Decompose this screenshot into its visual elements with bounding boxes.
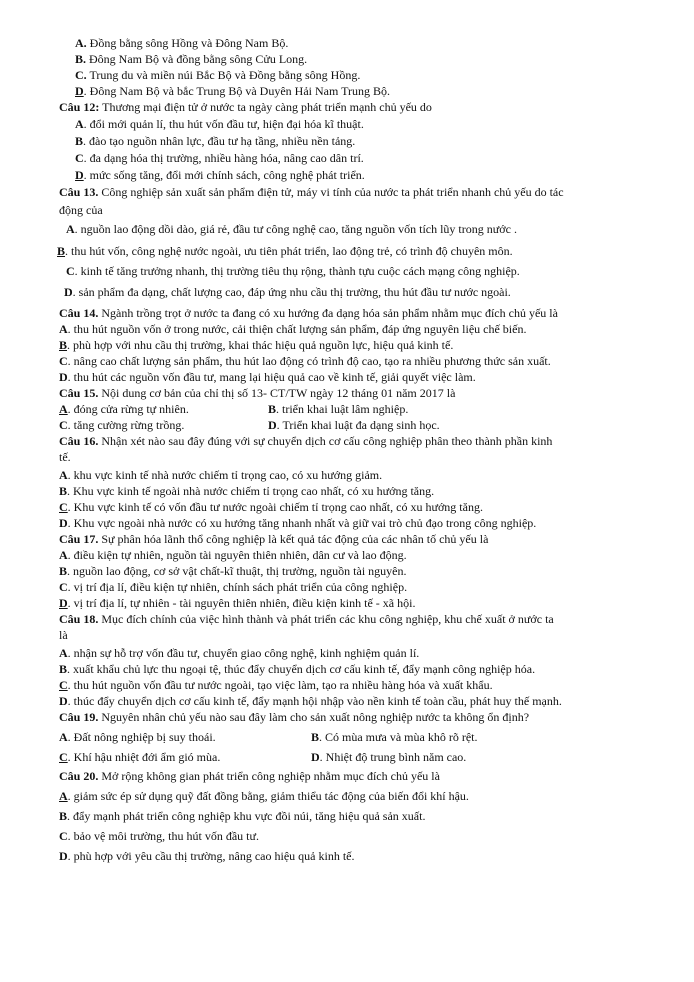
option-letter: B (59, 338, 68, 352)
option-letter: A (59, 730, 68, 744)
option-letter: C (59, 580, 68, 594)
question-number: Câu 16. (59, 434, 99, 448)
line-text: . thu hút vốn, công nghệ nước ngoài, ưu tiên phát triển, lao động trẻ, có trình độ chuyên môn. (65, 244, 513, 258)
line-text: . thúc đẩy chuyển dịch cơ cấu kinh tế, đẩy mạnh hội nhập vào nền kinh tế toàn cầu, phát huy thế mạnh. (67, 694, 562, 708)
question-number: Câu 20. (59, 769, 99, 783)
line-text: . triển khai luật lâm nghiệp. (276, 402, 409, 416)
option-letter: B (59, 809, 68, 823)
line-text: động của (59, 203, 103, 217)
option-letter: C. (75, 68, 87, 82)
answer-option (268, 402, 408, 417)
answer-option (59, 809, 425, 824)
option-letter: C (66, 264, 75, 278)
answer-option (59, 678, 493, 693)
line-text: . nguồn lao động, cơ sở vật chất-kĩ thuật, thị trường, nguồn tài nguyên. (67, 564, 407, 578)
line-text: . thu hút các nguồn vốn đầu tư, mang lại hiệu quả cao về kinh tế, giải quyết việc làm. (67, 370, 476, 384)
line-text: . đóng cửa rừng tự nhiên. (67, 402, 189, 416)
line-text: . phù hợp với nhu cầu thị trường, khai thác hiệu quả nguồn lực, hiệu quả kinh tế. (67, 338, 454, 352)
line-text: là (59, 628, 68, 642)
option-letter: A (59, 548, 68, 562)
line-text: . thu hút nguồn vốn đầu tư nước ngoài, tạo việc làm, tạo ra nhiều hàng hóa và xuất khẩu. (67, 678, 493, 692)
line-text: . thu hút nguồn vốn ở trong nước, cải thiện chất lượng sản phẩm, đáp ứng nguyên liệu chế biến. (67, 322, 527, 336)
question-number: Câu 17. (59, 532, 99, 546)
option-letter: B (59, 662, 68, 676)
option-letter: A. (75, 36, 87, 50)
question-line (59, 100, 432, 115)
line-text: . Khu vực kinh tế có vốn đầu tư nước ngoài chiếm tỉ trọng cao nhất, có xu hướng tăng. (67, 500, 483, 514)
answer-option (59, 564, 407, 579)
answer-option (59, 418, 184, 433)
option-letter: B (59, 564, 68, 578)
line-text: . điều kiện tự nhiên, nguồn tài nguyên thiên nhiên, dân cư và lao động. (67, 548, 407, 562)
answer-option (59, 354, 551, 369)
question-number: Câu 14. (59, 306, 99, 320)
answer-option (59, 402, 189, 417)
answer-option (75, 168, 365, 183)
line-text: . tăng cường rừng trồng. (67, 418, 185, 432)
option-letter: B (268, 402, 277, 416)
line-text: . khu vực kinh tế nhà nước chiếm tỉ trọng cao, có xu hướng giảm. (67, 468, 383, 482)
line-text: Ngành trồng trọt ở nước ta đang có xu hướng đa dạng hóa sản phẩm nhằm mục đích chủ yếu là (98, 306, 558, 320)
option-letter: A (66, 222, 75, 236)
line-text: . phù hợp với yêu cầu thị trường, nâng cao hiệu quả kinh tế. (67, 849, 355, 863)
question-line (59, 710, 529, 725)
answer-option (75, 36, 288, 51)
line-text: . xuất khẩu chủ lực thu ngoại tệ, thúc đẩy chuyển dịch cơ cấu kinh tế, đẩy mạnh công nghiệp hóa. (67, 662, 536, 676)
line-text: . đa dạng hóa thị trường, nhiều hàng hóa, nâng cao dân trí. (83, 151, 364, 165)
answer-option (66, 222, 517, 237)
answer-option (59, 500, 483, 515)
answer-option (75, 84, 390, 99)
line-text: Mục đích chính của việc hình thành và phát triển các khu công nghiệp, khu chế xuất ở nước ta (98, 612, 554, 626)
answer-option (59, 596, 415, 611)
option-letter: D (75, 84, 84, 98)
answer-option (75, 134, 355, 149)
answer-option (75, 68, 360, 83)
answer-option (59, 468, 382, 483)
answer-option (59, 849, 354, 864)
question-line (59, 612, 554, 627)
question-number: Câu 19. (59, 710, 99, 724)
option-letter: D (59, 370, 68, 384)
continuation-line (59, 203, 103, 218)
answer-option (57, 244, 513, 259)
line-text: . bảo vệ môi trường, thu hút vốn đầu tư. (67, 829, 260, 843)
line-text: . Khu vực ngoài nhà nước có xu hướng tăng nhanh nhất và giữ vai trò chủ đạo trong công nghiệp. (67, 516, 537, 530)
answer-option (75, 52, 307, 67)
line-text: Nội dung cơ bản của chỉ thị số 13- CT/TW ngày 12 tháng 01 năm 2017 là (98, 386, 456, 400)
line-text: . vị trí địa lí, tự nhiên - tài nguyên thiên nhiên, điều kiện kinh tế - xã hội. (67, 596, 416, 610)
answer-option (59, 370, 476, 385)
question-number: Câu 15. (59, 386, 99, 400)
answer-option (75, 117, 364, 132)
answer-option (59, 516, 536, 531)
option-letter: D (59, 516, 68, 530)
line-text: . Khu vực kinh tế ngoài nhà nước chiếm tỉ trọng cao nhất, có xu hướng tăng. (67, 484, 435, 498)
line-text: . Đông Nam Bộ và bắc Trung Bộ và Duyên Hải Nam Trung Bộ. (83, 84, 390, 98)
answer-option (311, 750, 466, 765)
option-letter: B (59, 484, 68, 498)
line-text: . mức sống tăng, đổi mới chính sách, công nghệ phát triển. (83, 168, 365, 182)
option-letter: C (59, 500, 68, 514)
option-letter: A (59, 646, 68, 660)
line-text: . kinh tế tăng trưởng nhanh, thị trường tiêu thụ rộng, thành tựu cuộc cách mạng công nghiệp. (74, 264, 520, 278)
option-letter: D (59, 694, 68, 708)
line-text: . Nhiệt độ trung bình năm cao. (319, 750, 467, 764)
line-text: Sự phân hóa lãnh thổ công nghiệp là kết quả tác động của các nhân tố chủ yếu là (98, 532, 489, 546)
option-letter: B (311, 730, 320, 744)
answer-option (59, 789, 469, 804)
answer-option (59, 646, 419, 661)
line-text: . vị trí địa lí, điều kiện tự nhiên, chính sách phát triển của công nghiệp. (67, 580, 408, 594)
option-letter: C (59, 354, 68, 368)
question-line (59, 769, 440, 784)
line-text: . nâng cao chất lượng sản phẩm, thu hút lao động có trình độ cao, tạo ra nhiều phương thức sản xuất. (67, 354, 551, 368)
answer-option (59, 484, 434, 499)
answer-option (75, 151, 364, 166)
question-number: Câu 18. (59, 612, 99, 626)
answer-option (59, 750, 220, 765)
line-text: . Triển khai luật đa dạng sinh học. (276, 418, 440, 432)
answer-option (59, 730, 216, 745)
option-letter: D (64, 285, 73, 299)
question-line (59, 434, 552, 449)
line-text: Đồng bằng sông Hồng và Đông Nam Bộ. (86, 36, 289, 50)
option-letter: A (59, 789, 68, 803)
line-text: Mở rộng không gian phát triển công nghiệp nhằm mục đích chủ yếu là (98, 769, 440, 783)
line-text: Nguyên nhân chủ yếu nào sau đây làm cho sản xuất nông nghiệp nước ta không ổn định? (98, 710, 530, 724)
answer-option (59, 580, 407, 595)
line-text: . Đất nông nghiệp bị suy thoái. (67, 730, 216, 744)
option-letter: B. (75, 52, 87, 66)
answer-option (64, 285, 511, 300)
option-letter: A (59, 468, 68, 482)
line-text: Thương mại điện tử ở nước ta ngày càng phát triển mạnh chủ yếu do (99, 100, 432, 114)
option-letter: B (75, 134, 84, 148)
line-text: . đào tạo nguồn nhân lực, đầu tư hạ tầng, nhiều nền tảng. (83, 134, 356, 148)
option-letter: A (59, 322, 68, 336)
option-letter: D (59, 596, 68, 610)
line-text: . Khí hậu nhiệt đới ẩm gió mùa. (67, 750, 221, 764)
continuation-line (59, 628, 68, 643)
line-text: . Có mùa mưa và mùa khô rõ rệt. (319, 730, 478, 744)
line-text: Trung du và miền núi Bắc Bộ và Đồng bằng sông Hồng. (86, 68, 361, 82)
option-letter: D (268, 418, 277, 432)
answer-option (66, 264, 520, 279)
line-text: Đông Nam Bộ và đồng bằng sông Cửu Long. (86, 52, 308, 66)
line-text: tế. (59, 450, 71, 464)
option-letter: A (75, 117, 84, 131)
option-letter: D (59, 849, 68, 863)
line-text: . nhận sự hỗ trợ vốn đầu tư, chuyển giao công nghệ, kinh nghiệm quản lí. (67, 646, 420, 660)
option-letter: C (59, 418, 68, 432)
question-line (59, 386, 455, 401)
line-text: . giảm sức ép sử dụng quỹ đất đồng bằng, giảm thiểu tác động của biến đổi khí hậu. (67, 789, 469, 803)
option-letter: B (57, 244, 66, 258)
line-text: . nguồn lao động dồi dào, giá rẻ, đầu tư công nghệ cao, tăng nguồn vốn tích lũy trong nước . (74, 222, 517, 236)
answer-option (59, 322, 526, 337)
question-line (59, 185, 564, 200)
answer-option (59, 338, 453, 353)
line-text: . đẩy mạnh phát triển công nghiệp khu vực đồi núi, tăng hiệu quả sản xuất. (67, 809, 426, 823)
answer-option (268, 418, 440, 433)
option-letter: C (59, 750, 68, 764)
option-letter: D (311, 750, 320, 764)
question-number: Câu 12: (59, 100, 100, 114)
answer-option (59, 694, 562, 709)
option-letter: C (59, 678, 68, 692)
option-letter: A (59, 402, 68, 416)
line-text: Công nghiệp sản xuất sản phẩm điện tử, máy vi tính của nước ta phát triển nhanh chủ yếu do tác (98, 185, 564, 199)
line-text: Nhận xét nào sau đây đúng với sự chuyển dịch cơ cấu công nghiệp phân theo thành phần kinh (98, 434, 553, 448)
question-line (59, 306, 558, 321)
line-text: . sản phẩm đa dạng, chất lượng cao, đáp ứng nhu cầu thị trường, thu hút đầu tư nước ngoài. (72, 285, 511, 299)
answer-option (311, 730, 477, 745)
question-line (59, 532, 488, 547)
continuation-line (59, 450, 71, 465)
answer-option (59, 548, 407, 563)
option-letter: D (75, 168, 84, 182)
answer-option (59, 662, 535, 677)
option-letter: C (75, 151, 84, 165)
option-letter: C (59, 829, 68, 843)
question-number: Câu 13. (59, 185, 99, 199)
line-text: . đổi mới quản lí, thu hút vốn đầu tư, hiện đại hóa kĩ thuật. (83, 117, 364, 131)
answer-option (59, 829, 259, 844)
